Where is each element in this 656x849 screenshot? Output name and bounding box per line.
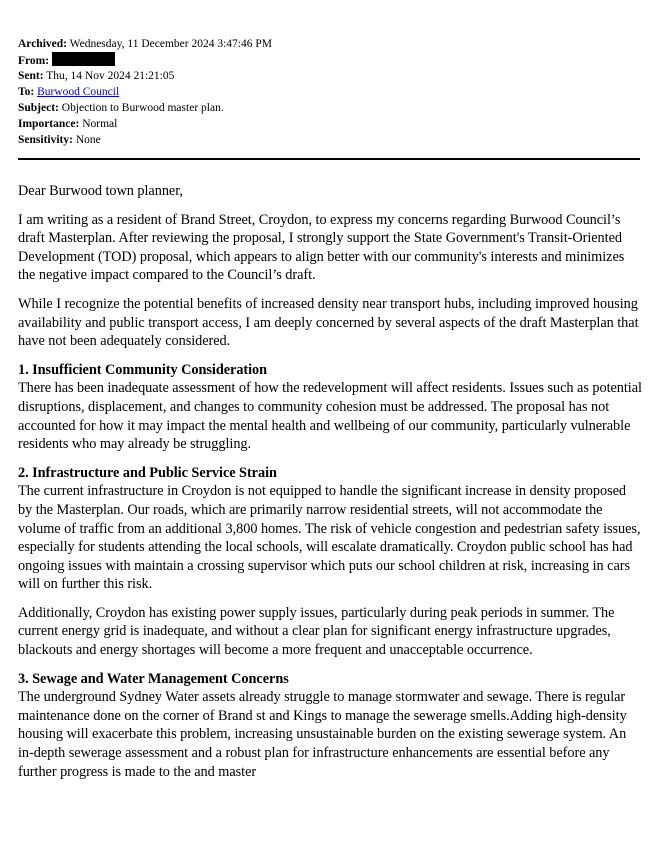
email-body bbox=[18, 182, 642, 791]
redacted-sender-block bbox=[52, 52, 115, 66]
to-row bbox=[18, 84, 638, 100]
sent-label: Sent: bbox=[18, 70, 44, 82]
section-text: There has been inadequate assessment of how the redevelopment will affect residents. Issues such as potential disruptions, displacement, and changes to community cohesion must be addressed. The proposal has not accounted for how it may impact the mental health and wellbeing of our community, particularly vulnerable residents who may already be struggling. bbox=[18, 380, 642, 453]
subject-label: Subject: bbox=[18, 102, 59, 114]
subject-row bbox=[18, 100, 638, 116]
sensitivity-label: Sensitivity: bbox=[18, 134, 73, 146]
sent-value: Thu, 14 Nov 2024 21:21:05 bbox=[46, 70, 175, 82]
importance-row bbox=[18, 116, 638, 132]
section-heading: 1. Insufficient Community Consideration bbox=[18, 361, 268, 378]
header-divider bbox=[18, 158, 640, 160]
sensitivity-value: None bbox=[75, 134, 101, 146]
archived-label: Archived: bbox=[18, 38, 67, 50]
importance-label: Importance: bbox=[18, 118, 80, 130]
concern-paragraph: While I recognize the potential benefits of increased density near transport hubs, including improved housing availability and public transport access, I am deeply concerned by several aspects of the draft Masterplan that have not been adequately considered. bbox=[18, 295, 639, 350]
section-community bbox=[18, 361, 642, 454]
from-row bbox=[18, 52, 638, 68]
archived-value: Wednesday, 11 December 2024 3:47:46 PM bbox=[69, 38, 272, 50]
greeting: Dear Burwood town planner, bbox=[18, 183, 183, 199]
email-header bbox=[18, 36, 638, 148]
section-sewage bbox=[18, 670, 642, 782]
sent-row bbox=[18, 68, 638, 84]
section-heading: 2. Infrastructure and Public Service Strain bbox=[18, 464, 277, 481]
power-supply-paragraph: Additionally, Croydon has existing power supply issues, particularly during peak periods in summer. The current energy grid is inadequate, and without a clear plan for significant energy infrastructure upgrades, blackouts and energy shortages will become a more frequent and unacceptable occurrence. bbox=[18, 604, 615, 659]
section-text: The current infrastructure in Croydon is not equipped to handle the significant increase in density proposed by the Masterplan. Our roads, which are primarily narrow residential streets, will not accommodate the volume of traffic from an additional 3,800 homes. The risk of vehicle congestion and pedestrian safety issues, especially for students attending the local schools, will escalate dramatically. Croydon public school has had ongoing issues with maintain a crossing supervisor which puts our school children at risk, increasing in cars will on further this risk. bbox=[18, 483, 641, 593]
section-infrastructure bbox=[18, 464, 642, 594]
recipient-link[interactable]: Burwood Council bbox=[37, 86, 120, 98]
to-label: To: bbox=[18, 86, 35, 98]
importance-value: Normal bbox=[82, 118, 118, 130]
section-heading: 3. Sewage and Water Management Concerns bbox=[18, 670, 289, 687]
sensitivity-row bbox=[18, 132, 638, 148]
subject-value: Objection to Burwood master plan. bbox=[61, 102, 224, 114]
intro-paragraph: I am writing as a resident of Brand Street, Croydon, to express my concerns regarding Burwood Council’s draft Masterplan. After reviewing the proposal, I strongly support the State Government's Transit-Oriented Development (TOD) proposal, which appears to align better with our community's interests and minimizes the negative impact compared to the Council’s draft. bbox=[18, 211, 625, 284]
from-label: From: bbox=[18, 55, 50, 67]
section-text: The underground Sydney Water assets already struggle to manage stormwater and sewage. There is regular maintenance done on the corner of Brand st and Kings to manage the sewerage smells.Adding high-density housing will exacerbate this problem, increasing unsustainable burden on the existing sewerage system. An in-depth sewerage assessment and a robust plan for infrastructure enhancements are essential before any further progress is made to the and master bbox=[18, 689, 627, 780]
archived-row bbox=[18, 36, 638, 52]
